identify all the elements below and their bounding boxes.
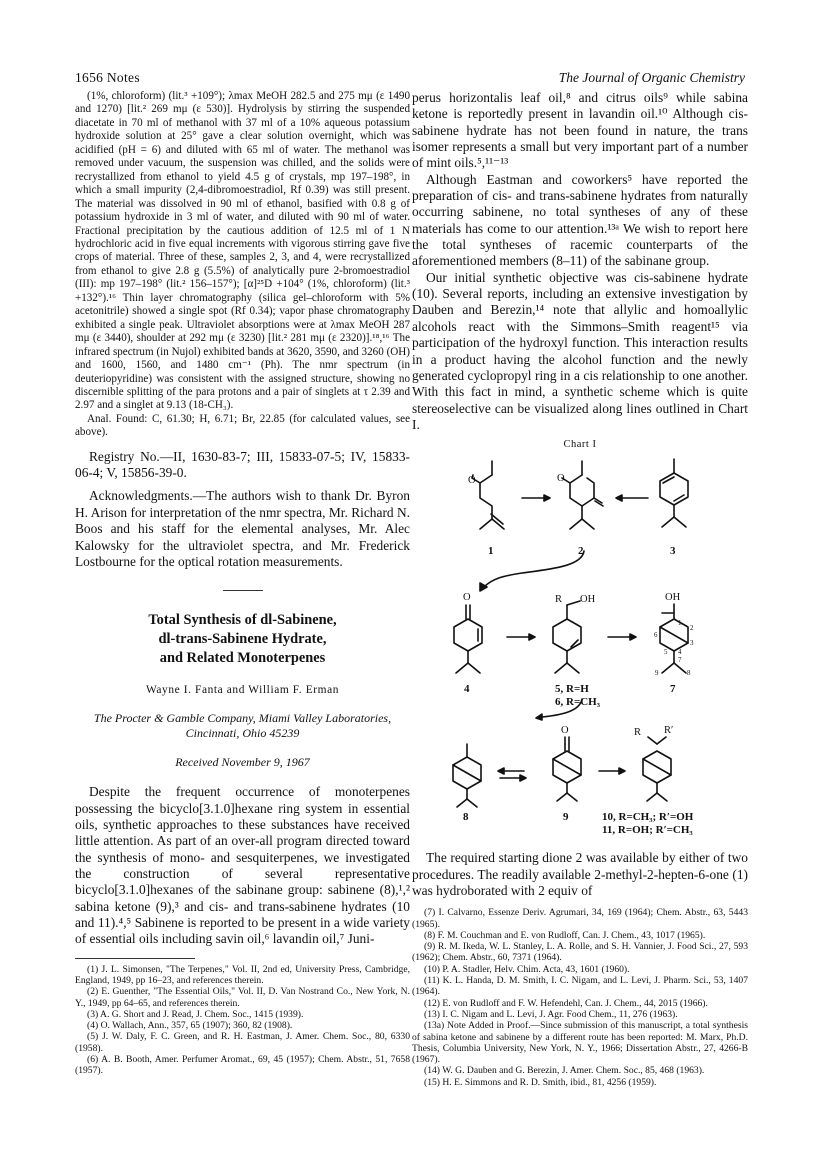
- footnote: (8) F. M. Couchman and E. von Rudloff, Can. J. Chem., 43, 1017 (1965).: [424, 929, 706, 941]
- acknowledgments: Acknowledgments.—The authors wish to thank Dr. Byron H. Arison for interpretation of the nmr spectra, Mr. Richard N. Boos and his staff for the elemental analyses, Mr. Alec Kalowsky for the ultraviolet spectra, and Mr. Frederick Lostbourne for the optical rotation measurements.: [75, 488, 410, 569]
- compound-label: 11, R=OH; R′=CH₃: [602, 824, 693, 837]
- footnote: (6) A. B. Booth, Amer. Perfumer Aromat., 69, 45 (1957); Chem. Abstr., 51, 7658 (1957).: [75, 1054, 410, 1077]
- compound-label: 8: [463, 811, 469, 824]
- compound-3-structure: [660, 459, 688, 527]
- footnote: (15) H. E. Simmons and R. D. Smith, ibid., 81, 4256 (1959).: [424, 1076, 657, 1088]
- arrow-down-left: [480, 551, 584, 591]
- footnote: (1) J. L. Simonsen, "The Terpenes," Vol. II, 2nd ed, University Press, Cambridge, England, 1949, pp 16–23, and references therein.: [75, 963, 410, 986]
- affiliation-line-1: The Procter & Gamble Company, Miami Valley Laboratories,: [93, 711, 392, 726]
- footnote: (13a) Note Added in Proof.—Since submission of this manuscript, a total synthesis of sabina ketone and sabinene by a different route has been reported: M. Marx, Ph.D. Thesis, Columbia University, New York, N. Y., 1966; Dissertation Abstr., 27, 4266-B (1967).: [412, 1020, 748, 1066]
- compound-label: 7: [670, 683, 676, 696]
- atom-number: 2: [690, 624, 694, 633]
- paragraph-continued: perus horizontalis leaf oil,⁸ and citrus oils⁹ while sabina ketone is reportedly present in lavandin oil.¹⁰ Although cis-sabinene hydrate has not been found in nature, the trans isomer represents a small but very important part of a number of mint oils.⁵,¹¹⁻¹³: [412, 90, 748, 171]
- paragraph: Although Eastman and coworkers⁵ have reported the preparation of cis- and trans-sabinene hydrates from naturally occurring sabinene, no total syntheses of any of these materials has come to our attention.¹³ᵃ We wish to report here the total syntheses of racemic counterparts of the aforementioned members (8–11) of the sabinane group.: [412, 171, 748, 269]
- footnote: (7) I. Calvarno, Essenze Deriv. Agrumari, 34, 169 (1964); Chem. Abstr., 63, 5443 (1965).: [412, 907, 748, 930]
- analysis-text: Anal. Found: C, 61.30; H, 6.71; Br, 22.85 (for calculated values, see above).: [75, 412, 410, 439]
- paragraph: The required starting dione 2 was available by either of two procedures. The readily available 2-methyl-2-hepten-6-one (1) was hydroborated with 2 equiv of: [412, 850, 748, 898]
- atom-number: 6: [654, 631, 658, 640]
- affiliation-line-2: Cincinnati, Ohio 45239: [185, 726, 300, 741]
- journal-name: The Journal of Organic Chemistry: [558, 70, 745, 85]
- compound-2-structure: [562, 461, 603, 529]
- footnote: (9) R. M. Ikeda, W. L. Stanley, L. A. Rolle, and S. H. Vannier, J. Food Sci., 27, 593 (1962); Chem. Abstr., 60, 7371 (1964).: [412, 941, 748, 964]
- atom-label: O: [468, 475, 476, 487]
- atom-label: OH: [580, 594, 596, 606]
- compound-4-structure: [454, 605, 482, 673]
- footnote: (5) J. W. Daly, F. C. Green, and R. H. Eastman, J. Amer. Chem. Soc., 80, 6330 (1958).: [75, 1031, 410, 1054]
- atom-number: 9: [655, 669, 659, 678]
- paragraph: Our initial synthetic objective was cis-sabinene hydrate (10). Several reports, including an extensive investigation by Dauben and Berezin,¹⁴ note that allylic and homoallylic alcohols react with the Simmons–Smith reagent¹⁵ via participation of the hydroxyl function. This interaction results in a product having the alcohol function and the newly generated cyclopropyl ring in a cis relationship to one another. With this fact in mind, a synthetic scheme which is quite stereoselective can be visualized along lines outlined in Chart I.: [412, 269, 748, 432]
- compound-5-6-structure: [553, 601, 581, 673]
- chart-i-scheme: [412, 439, 748, 837]
- atom-label: O: [561, 725, 569, 737]
- right-column: [412, 90, 748, 1088]
- atom-label: R: [555, 594, 563, 606]
- experimental-text: (1%, chloroform) (lit.³ +109°); λmax MeOH 282.5 and 275 mμ (ε 1490 and 1270) [lit.² 269 mμ (ε 530)]. Hydrolysis by stirring the suspended diacetate in 70 ml of methanol with 37 ml of a 10% aqueous potassium hydroxide solution at 25° gave a clear solution overnight, which was acidified (pH = 6) and diluted with 65 ml of water. The methanol was removed under vacuum, the suspension was chilled, and the solids were recrystallized from ethanol to yield 4.5 g of crystals, mp 197–198°, in which a small impurity (2,4-dibromoestradiol, Rf 0.39) was still present. The material was dissolved in 90 ml of ethanol, basified with 0.8 g of potassium hydroxide in 3 ml of water, and diluted with 90 ml of water. Fractional precipitation by the cautious addition of 12.5 ml of 1 N hydrochloric acid in five equal increments with vigorous stirring gave five crops of material. Three of these, samples 2, 3, and 4, were recrystallized from ethanol to give 2.8 g (5.5%) of analytically pure 2-bromoestradiol (III): mp 197–198° (lit.² 156–157°); [α]²⁵D +104° (1%, chloroform) (lit.³ +132°).¹⁶ Thin layer chromatography (silica gel–chloroform with 5% acetonitrile) showed a single spot (Rf 0.34); vapor phase chromatography exhibited a single peak. Ultraviolet absorptions were at λmax MeOH 287 mμ (ε 3440), shoulder at 292 mμ (ε 3230) [lit.² 281 mμ (ε 2320)].¹⁸,¹⁶ The infrared spectrum (in Nujol) exhibited bands at 3620, 3590, and 3260 (OH) and 1600, 1560, and 1480 cm⁻¹ (Ph). The nmr spectrum (in deuteriopyridine) was consistent with the assigned structure, showing no discernible splitting of the para protons and a pair of singlets at τ 2.39 and 2.97 and a singlet at 9.13 (18-CH₃).: [75, 90, 410, 412]
- compound-8-structure: [453, 744, 481, 807]
- atom-number: 1: [678, 619, 682, 628]
- atom-number: 3: [690, 639, 694, 648]
- authors: Wayne I. Fanta and William F. Erman: [145, 684, 340, 697]
- atom-label: OH: [665, 592, 681, 604]
- received-date: Received November 9, 1967: [175, 755, 310, 770]
- atom-number: 5: [664, 648, 668, 657]
- arrow-left: [616, 495, 648, 501]
- atom-label: O: [557, 473, 565, 485]
- article-title-line-2: dl-trans-Sabinene Hydrate,: [158, 631, 327, 648]
- atom-number: 7: [678, 656, 682, 665]
- compound-label: 4: [464, 683, 470, 696]
- registry-numbers: Registry No.—II, 1630-83-7; III, 15833-07-5; IV, 15833-06-4; V, 15856-39-0.: [75, 448, 410, 481]
- arrow-right: [507, 634, 535, 640]
- arrow-right: [608, 634, 636, 640]
- reaction-scheme-drawing: [412, 441, 748, 826]
- atom-number: 4: [678, 648, 682, 657]
- compound-label: 6, R=CH₃: [555, 696, 601, 709]
- footnote: (12) E. von Rudloff and F. W. Hefendehl, Can. J. Chem., 44, 2015 (1966).: [424, 997, 708, 1009]
- compound-1-structure: [472, 461, 504, 529]
- footnote: (13) I. C. Nigam and L. Levi, J. Agr. Food Chem., 11, 276 (1963).: [424, 1008, 678, 1020]
- footnote: (2) E. Guenther, "The Essential Oils," Vol. II, D. Van Nostrand Co., New York, N. Y., 1949, pp 64–65, and references therein.: [75, 986, 410, 1009]
- footnote: (14) W. G. Dauben and G. Berezin, J. Amer. Chem. Soc., 85, 468 (1963).: [424, 1065, 705, 1077]
- introduction-paragraph: Despite the frequent occurrence of monoterpenes possessing the bicyclo[3.1.0]hexane ring system in essential oils, synthetic approaches to these substances have received little attention. As part of an over-all program directed toward the synthesis of mono- and sesquiterpenes, we investigated the construction of several representative bicyclo[3.1.0]hexanes of the sabinane group: sabinene (8),¹,² sabina ketone (9),³ and cis- and trans-sabinene hydrates (10 and 11).⁴,⁵ Sabinene is reported to be present in a wide variety of essential oils including savin oil,⁶ lavandin oil,⁷ Juni-: [75, 784, 410, 947]
- footnote: (3) A. G. Short and J. Read, J. Chem. Soc., 1415 (1939).: [87, 1008, 304, 1020]
- page-number-section: 1656 Notes: [75, 70, 140, 85]
- compound-label: 3: [670, 545, 676, 558]
- article-title-line-1: Total Synthesis of dl-Sabinene,: [148, 612, 337, 629]
- atom-label: O: [463, 592, 471, 604]
- footnote: (10) P. A. Stadler, Helv. Chim. Acta, 43, 1601 (1960).: [424, 963, 630, 975]
- left-column: [75, 90, 410, 1077]
- article-title-line-3: and Related Monoterpenes: [159, 650, 326, 667]
- compound-7-structure: [660, 604, 688, 673]
- footnote-rule: [75, 958, 195, 959]
- atom-label: R: [634, 727, 642, 739]
- footnote: (11) K. L. Handa, D. M. Smith, I. C. Nigam, and L. Levi, J. Pharm. Sci., 53, 1407 (1964).: [412, 975, 748, 998]
- footnote: (4) O. Wallach, Ann., 357, 65 (1907); 360, 82 (1908).: [87, 1020, 293, 1032]
- compound-label: 9: [563, 811, 569, 824]
- arrow-right: [599, 768, 625, 774]
- arrow-right: [522, 495, 550, 501]
- compound-label: 10, R=CH₃; R′=OH: [602, 811, 694, 824]
- arrow-left: [498, 768, 524, 774]
- arrow-right: [500, 775, 526, 781]
- compound-label: 2: [578, 545, 584, 558]
- compound-label: 5, R=H: [555, 683, 589, 696]
- atom-number: 8: [687, 669, 691, 678]
- atom-label: R′: [664, 725, 674, 737]
- compound-10-11-structure: [643, 737, 671, 801]
- compound-label: 1: [488, 545, 494, 558]
- chart-title: Chart I: [563, 439, 597, 451]
- section-divider: [223, 590, 263, 591]
- compound-9-structure: [553, 737, 581, 801]
